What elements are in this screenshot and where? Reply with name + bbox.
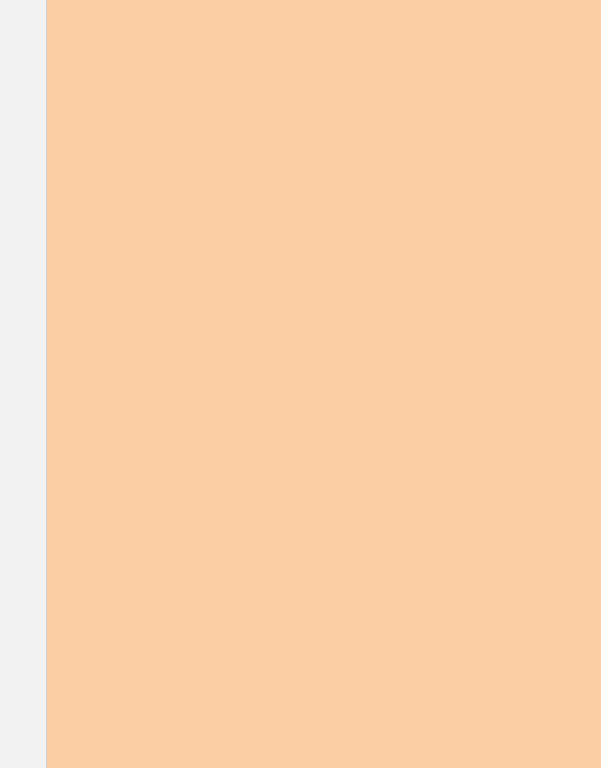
spreadsheet-grid[interactable] bbox=[46, 0, 601, 768]
row-header-column bbox=[0, 0, 47, 768]
